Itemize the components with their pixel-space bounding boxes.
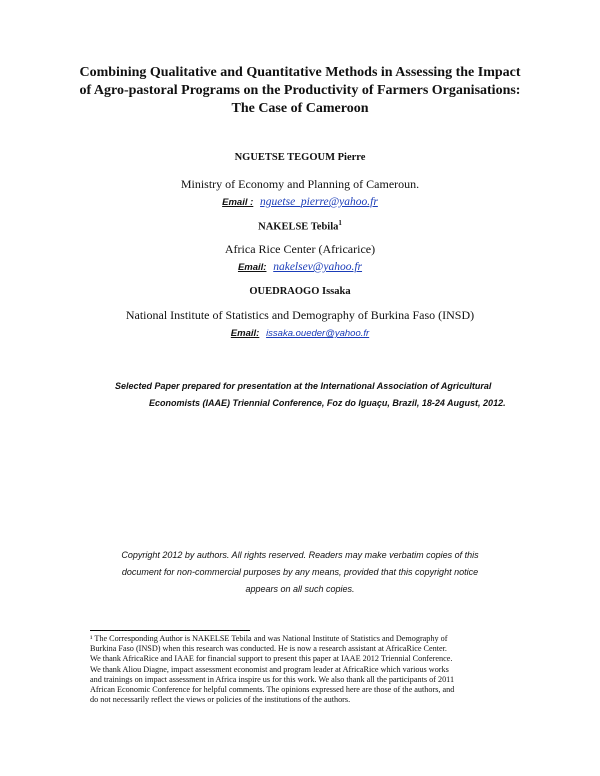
author-name-3: OUEDRAOGO Issaka xyxy=(249,286,351,297)
author-affiliation-1: Ministry of Economy and Planning of Cameroun. xyxy=(180,177,420,191)
author-email-link-3[interactable]: issaka.oueder@yahoo.fr xyxy=(266,328,370,339)
author-email-link-2[interactable]: nakelsev@yahoo.fr xyxy=(273,261,363,273)
author-name-2 xyxy=(0,219,600,233)
paper-title xyxy=(60,64,540,118)
notice-line: Selected Paper prepared for presentation at the International Association of Agricultural xyxy=(115,381,492,391)
author-affiliation-3: National Institute of Statistics and Demography of Burkina Faso (INSD) xyxy=(125,308,475,322)
footnote-line: ¹ The Corresponding Author is NAKELSE Tebila and was National Institute of Statistics and Demography of xyxy=(90,634,448,643)
author-email-link-1[interactable]: nguetse_pierre@yahoo.fr xyxy=(260,196,378,208)
author-name-text: NAKELSE Tebila xyxy=(258,221,339,233)
footnote-line: We thank Aliou Diagne, impact assessment economist and program leader at AfricaRice which various works xyxy=(90,664,449,674)
copyright-notice xyxy=(100,547,500,598)
email-label: Email: xyxy=(230,328,260,339)
selected-paper-notice xyxy=(115,378,515,412)
copyright-line: Copyright 2012 by authors. All rights reserved. Readers may make verbatim copies of this xyxy=(121,550,479,560)
footnote-line: African Economic Conference for helpful comments. The opinions expressed here are those of the authors, and xyxy=(90,685,455,695)
title-line: Combining Qualitative and Quantitative Methods in Assessing the Impact xyxy=(79,65,521,80)
footnote xyxy=(90,634,520,705)
footnote-mark[interactable]: 1 xyxy=(338,219,342,227)
author-name-1: NGUETSE TEGOUM Pierre xyxy=(234,152,366,163)
author-email-row-2 xyxy=(0,261,600,273)
author-affiliation-2: Africa Rice Center (Africarice) xyxy=(224,242,376,256)
email-label: Email : xyxy=(222,197,254,208)
title-line: The Case of Cameroon xyxy=(231,101,369,116)
author-email-row-1 xyxy=(0,196,600,208)
footnote-line: We thank AfricaRice and IAAE for financial support to present this paper at IAAE 2012 Triennial Conference. xyxy=(90,654,453,664)
copyright-line: appears on all such copies. xyxy=(245,584,355,594)
title-line: of Agro-pastoral Programs on the Productivity of Farmers Organisations: xyxy=(79,83,521,98)
author-email-row-3 xyxy=(0,327,600,339)
footnote-line: and trainings on impact assessment in Africa inspire us for this work. We also thank all the participants of 2011 xyxy=(90,674,455,684)
footnote-line: Burkina Faso (INSD) when this research was conducted. He is now a research assistant at AfricaRice Center. xyxy=(90,644,447,654)
footnote-line: do not necessarily reflect the views or policies of the institutions of the authors. xyxy=(90,695,351,705)
copyright-line: document for non-commercial purposes by any means, provided that this copyright notice xyxy=(121,567,479,577)
footnote-separator xyxy=(90,630,250,631)
notice-line: Economists (IAAE) Triennial Conference, Foz do Iguaçu, Brazil, 18-24 August, 2012. xyxy=(149,398,506,408)
email-label: Email: xyxy=(237,262,267,273)
